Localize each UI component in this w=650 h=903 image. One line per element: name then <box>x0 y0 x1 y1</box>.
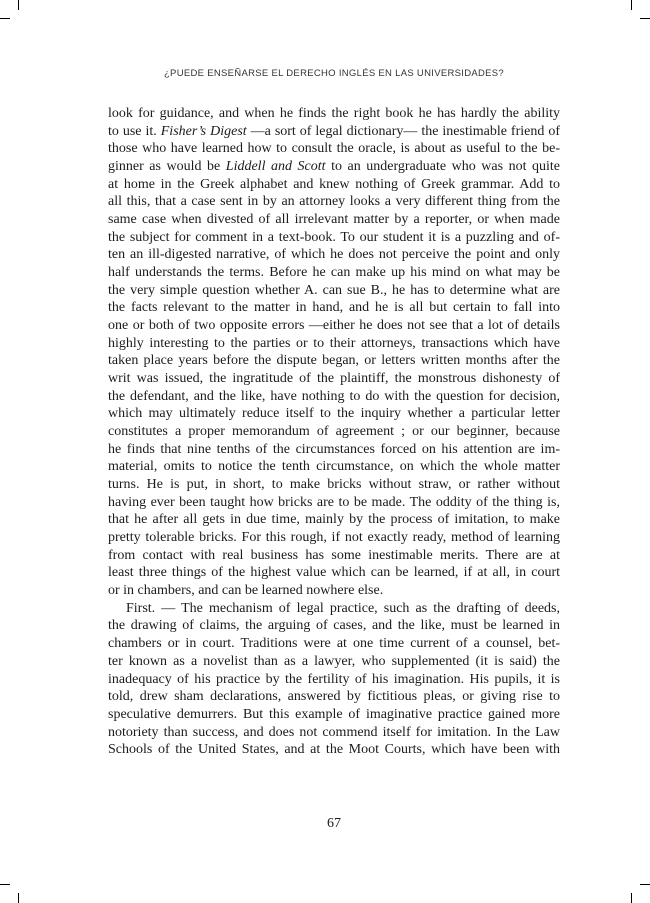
text-segment: least three things of the highest value which can be learned, if at all, in court <box>108 565 560 581</box>
page-number: 67 <box>327 816 341 831</box>
text-line <box>108 511 560 529</box>
text-line <box>108 423 560 441</box>
text-line <box>108 123 560 141</box>
text-line <box>108 335 560 353</box>
text-line <box>108 299 560 317</box>
text-line <box>108 688 560 706</box>
crop-mark <box>640 884 650 885</box>
text-line <box>108 547 560 565</box>
text-line <box>108 441 560 459</box>
text-segment: all this, that a case sent in by an attorney looks a very different thing from the <box>108 194 560 210</box>
crop-mark <box>18 0 19 10</box>
text-segment: taken place years before the dispute began, or letters written months after the <box>108 353 560 369</box>
text-segment: notoriety than success, and does not commend itself for imitation. In the Law <box>108 724 560 740</box>
text-line <box>108 671 560 689</box>
text-segment: ginner as would be <box>108 159 226 175</box>
text-segment: which may ultimately reduce itself to the inquiry whether a particular letter <box>108 406 560 422</box>
crop-mark <box>0 18 10 19</box>
text-segment: highly interesting to the parties or to their attorneys, transactions which have <box>108 335 560 351</box>
text-line <box>108 282 560 300</box>
text-line <box>108 211 560 229</box>
text-segment: the very simple question whether A. can sue B., he has to determine what are <box>108 282 560 298</box>
text-line <box>108 370 560 388</box>
text-segment: the subject for comment in a text-book. To our student it is a puzzling and of- <box>108 229 560 245</box>
text-segment: Schools of the United States, and at the Moot Courts, which have been with <box>108 742 560 758</box>
text-line <box>108 317 560 335</box>
text-segment: those who have learned how to consult the oracle, is about as useful to the be- <box>108 141 560 157</box>
text-line <box>108 564 560 582</box>
text-line <box>108 476 560 494</box>
text-segment: speculative demurrers. But this example of imaginative practice gained more <box>108 706 560 722</box>
text-segment: that he after all gets in due time, mainly by the process of imitation, to make <box>108 512 560 528</box>
italic-title: Liddell and Scott <box>225 159 326 175</box>
running-head: ¿PUEDE ENSEÑARSE EL DERECHO INGLÉS EN LAS UNIVERSIDADES? <box>163 68 505 79</box>
text-segment: same case when divested of all irrelevant matter by a reporter, or when made <box>108 212 560 228</box>
text-segment: to an undergraduate who was not quite <box>325 159 560 175</box>
text-segment: First. — The mechanism of legal practice, such as the drafting of deeds, <box>126 600 560 616</box>
text-line <box>108 741 560 759</box>
text-segment: the drawing of claims, the arguing of cases, and the like, must be learned in <box>108 618 560 634</box>
body-text <box>108 105 560 759</box>
text-segment: the defendant, and the like, have nothing to do with the question for decision, <box>108 388 560 404</box>
text-segment: at home in the Greek alphabet and knew nothing of Greek grammar. Add to <box>108 176 560 192</box>
text-segment: one or both of two opposite errors —either he does not see that a lot of details <box>108 318 560 334</box>
text-segment: inadequacy of his practice by the fertility of his imagination. His pupils, it is <box>108 671 560 687</box>
text-segment: half understands the terms. Before he can make up his mind on what may be <box>108 265 560 281</box>
text-line <box>108 529 560 547</box>
text-segment: told, drew sham declarations, answered by fictitious pleas, or giving rise to <box>108 689 560 705</box>
text-line <box>108 458 560 476</box>
crop-mark <box>18 893 19 903</box>
text-segment: the facts relevant to the matter in hand, and he is all but certain to fall into <box>108 300 560 316</box>
text-line <box>108 582 560 600</box>
italic-title: Fisher’s Digest <box>160 123 247 139</box>
text-segment: writ was issued, the ingratitude of the plaintiff, the monstrous dishonesty of <box>108 371 560 387</box>
text-segment: material, omits to notice the tenth circumstance, on which the whole matter <box>108 459 560 475</box>
text-line <box>108 494 560 512</box>
text-line <box>108 653 560 671</box>
text-line <box>108 140 560 158</box>
crop-mark <box>631 0 632 10</box>
text-line <box>108 724 560 742</box>
text-segment: chambers or in court. Traditions were at one time current of a counsel, bet- <box>108 636 560 652</box>
text-segment: to use it. <box>108 123 161 139</box>
text-line <box>108 388 560 406</box>
text-segment: look for guidance, and when he finds the right book he has hardly the ability <box>108 106 560 121</box>
text-line <box>108 246 560 264</box>
text-line <box>108 600 560 618</box>
text-line <box>108 229 560 247</box>
text-line <box>108 352 560 370</box>
crop-mark <box>631 893 632 903</box>
text-line <box>108 617 560 635</box>
text-segment: he finds that nine tenths of the circumstances forced on his attention are im- <box>108 441 560 457</box>
text-segment: ten an ill-digested narrative, of which he does not perceive the point and only <box>108 247 560 263</box>
text-segment: having ever been taught how bricks are to be made. The oddity of the thing is, <box>108 494 560 510</box>
crop-mark <box>0 884 10 885</box>
crop-mark <box>640 18 650 19</box>
text-segment: or in chambers, and can be learned nowhere else. <box>108 583 384 599</box>
text-segment: ter known as a novelist than as a lawyer, who supplemented (it is said) the <box>108 653 560 669</box>
text-line <box>108 405 560 423</box>
text-line <box>108 193 560 211</box>
text-line <box>108 176 560 194</box>
text-segment: pretty tolerable bricks. For this rough, if not exactly ready, method of learning <box>108 530 560 546</box>
text-segment: —a sort of legal dictionary— the inestimable friend of <box>246 123 560 139</box>
text-segment: turns. He is put, in short, to make bricks without straw, or rather without <box>108 477 560 493</box>
text-line <box>108 264 560 282</box>
text-line <box>108 706 560 724</box>
text-segment: from contact with real business has some inestimable merits. There are at <box>108 547 560 563</box>
text-line <box>108 105 560 123</box>
text-line <box>108 635 560 653</box>
text-line <box>108 158 560 176</box>
text-segment: constitutes a proper memorandum of agreement ; or our beginner, because <box>108 424 560 440</box>
